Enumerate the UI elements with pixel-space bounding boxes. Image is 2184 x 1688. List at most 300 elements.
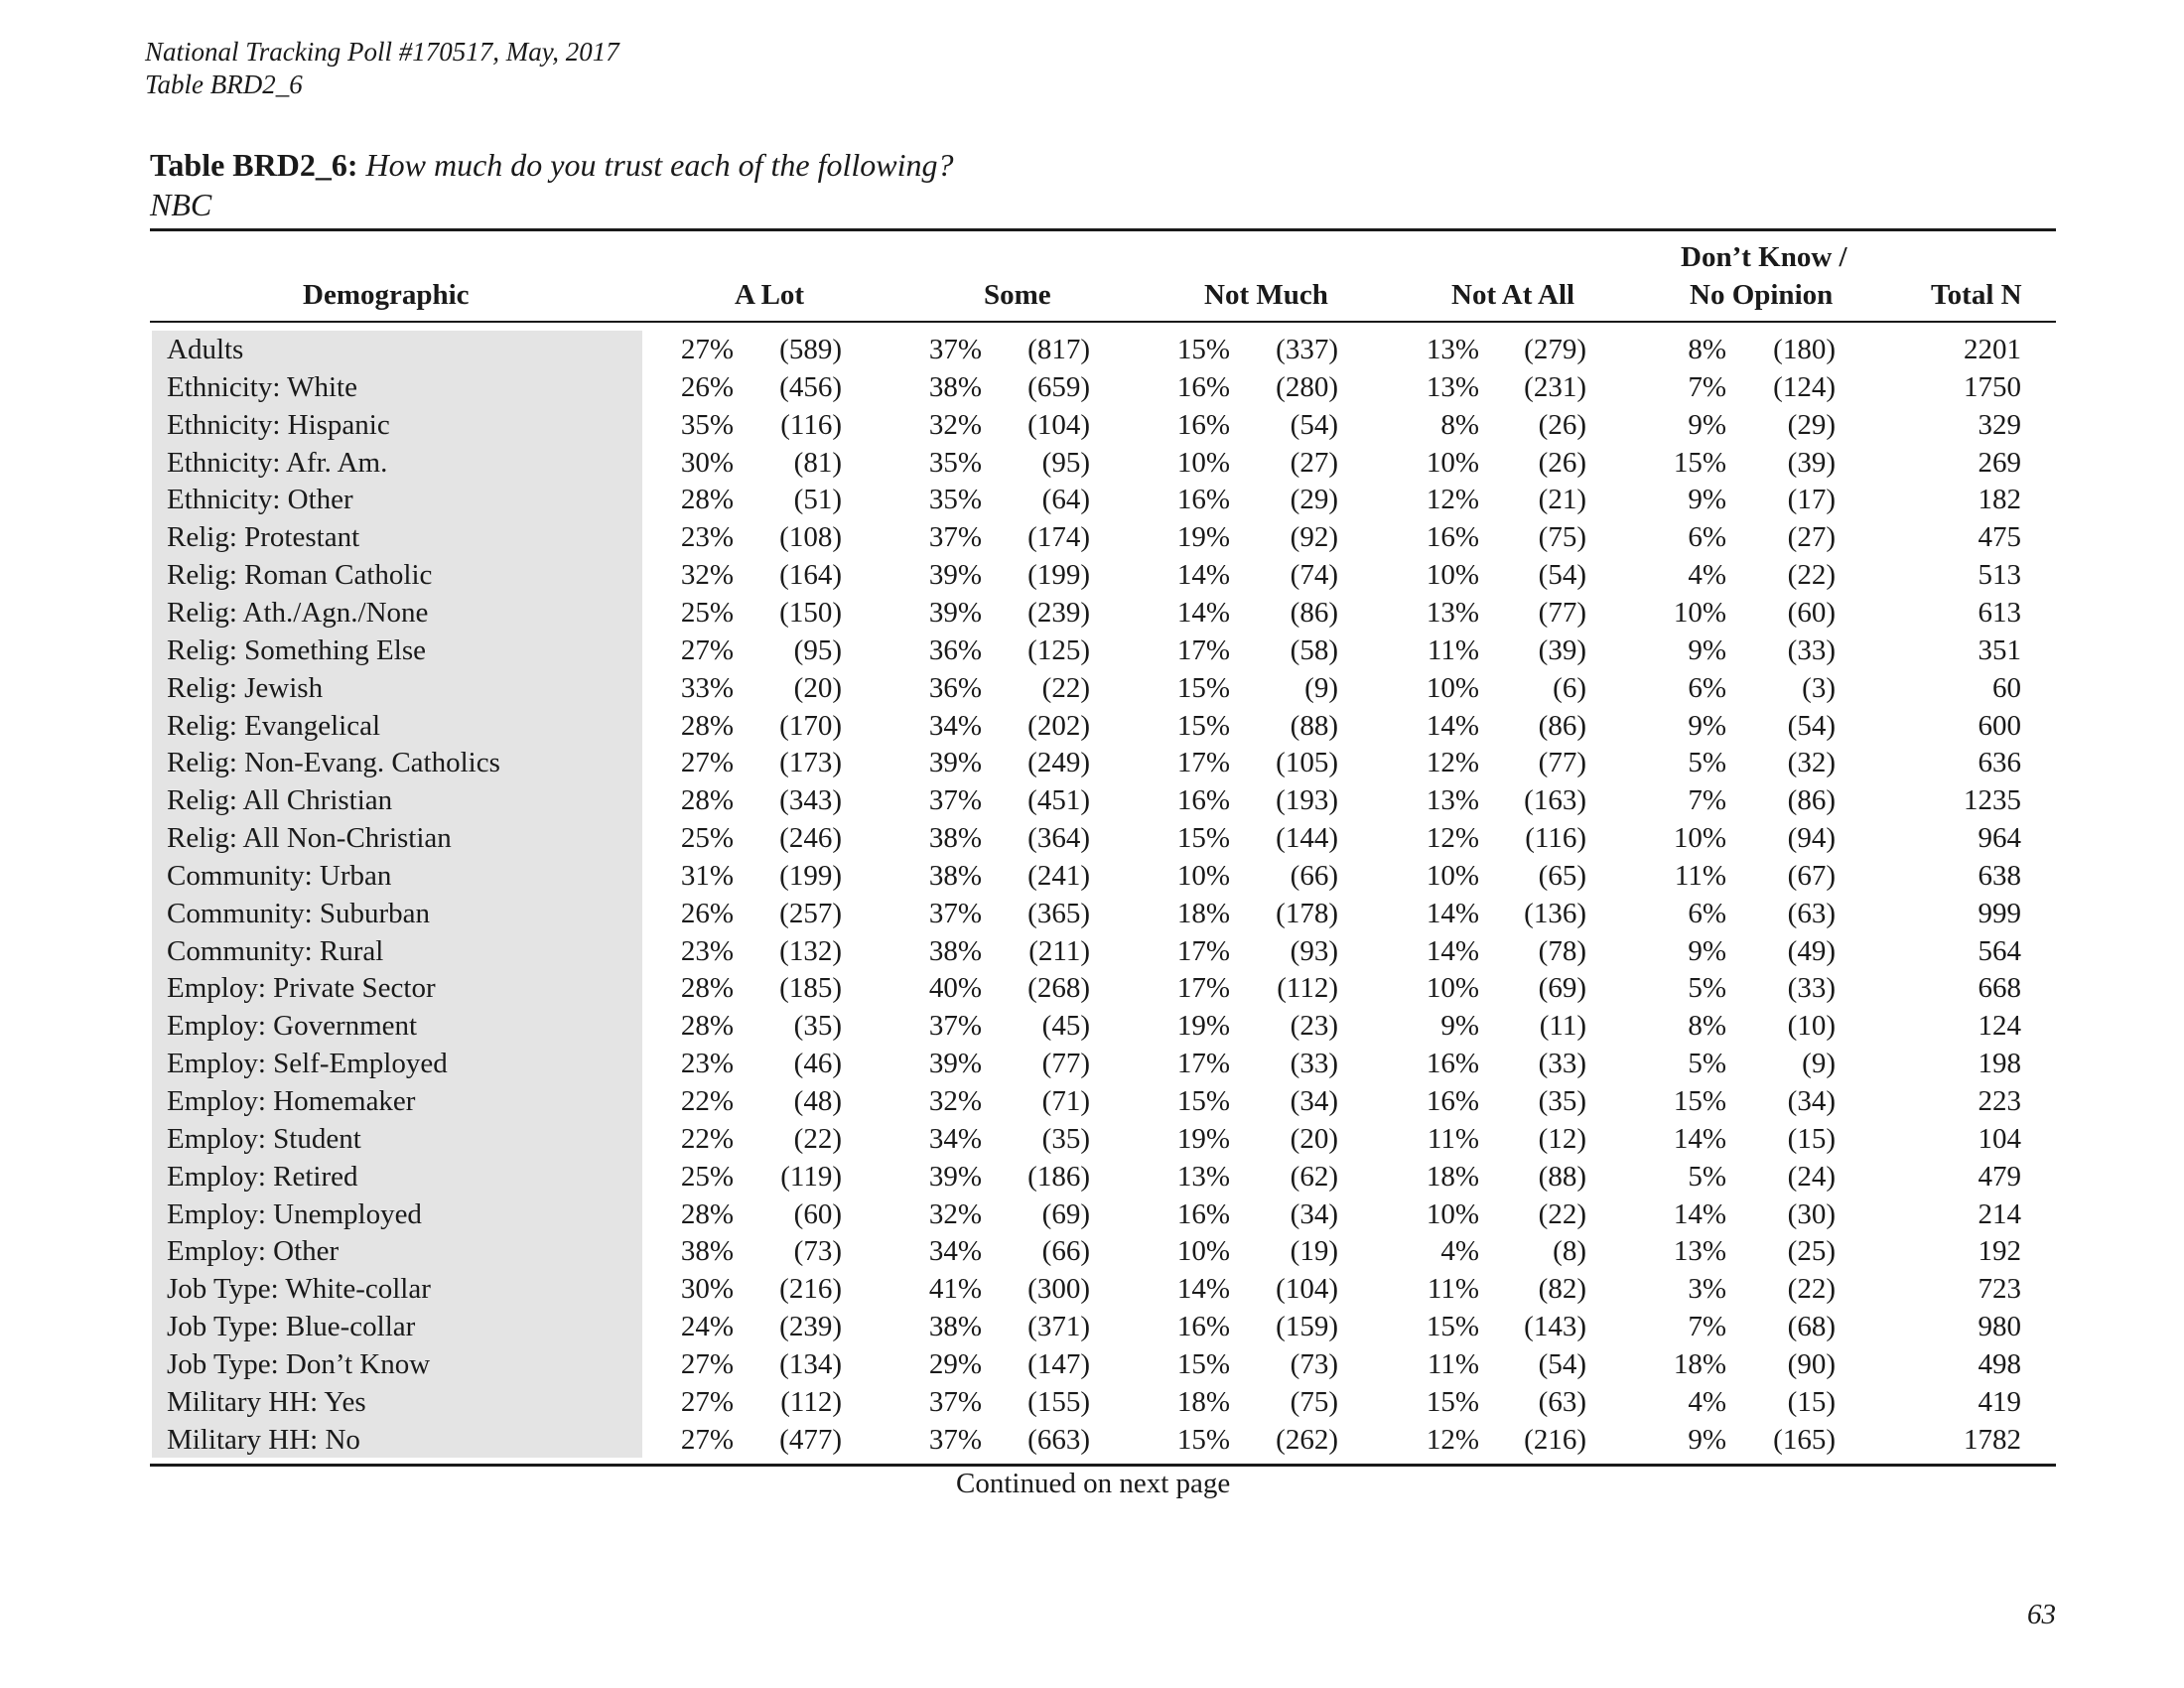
- row-label: Relig: Ath./Agn./None: [167, 596, 429, 629]
- cell-count: (216): [1524, 1423, 1586, 1456]
- cell-count: (69): [1538, 972, 1586, 1005]
- row-label: Community: Suburban: [167, 897, 431, 929]
- cell-percent: 15%: [1673, 1085, 1726, 1117]
- table-row: [0, 744, 2184, 781]
- cell-percent: 12%: [1426, 822, 1479, 855]
- cell-percent: 39%: [928, 596, 982, 629]
- cell-percent: 12%: [1426, 747, 1479, 779]
- table-id: Table BRD2_6: [145, 70, 303, 99]
- cell-count: (164): [779, 559, 842, 592]
- cell-total: 1235: [1964, 784, 2021, 817]
- cell-count: (33): [1787, 633, 1836, 666]
- cell-percent: 15%: [1176, 1347, 1230, 1380]
- cell-count: (186): [1027, 1160, 1090, 1193]
- cell-count: (25): [1787, 1235, 1836, 1268]
- cell-count: (22): [1538, 1197, 1586, 1230]
- cell-total: 479: [1978, 1160, 2021, 1193]
- cell-count: (165): [1773, 1423, 1836, 1456]
- cell-count: (163): [1524, 784, 1586, 817]
- cell-count: (136): [1524, 897, 1586, 929]
- cell-count: (73): [1290, 1347, 1338, 1380]
- cell-percent: 27%: [680, 1423, 734, 1456]
- table-row: [0, 1196, 2184, 1233]
- row-label: Job Type: Don’t Know: [167, 1347, 431, 1380]
- cell-percent: 36%: [928, 671, 982, 704]
- cell-count: (63): [1538, 1385, 1586, 1418]
- cell-count: (116): [780, 408, 842, 441]
- cell-percent: 23%: [680, 1048, 734, 1080]
- table-row: [0, 518, 2184, 556]
- cell-count: (144): [1276, 822, 1338, 855]
- cell-percent: 8%: [1688, 334, 1726, 365]
- cell-percent: 6%: [1688, 897, 1726, 929]
- cell-count: (11): [1539, 1010, 1586, 1043]
- cell-percent: 10%: [1426, 446, 1479, 479]
- cell-count: (74): [1290, 559, 1338, 592]
- cell-total: 60: [1992, 671, 2021, 704]
- cell-percent: 16%: [1426, 1085, 1479, 1117]
- cell-percent: 16%: [1176, 408, 1230, 441]
- cell-percent: 35%: [680, 408, 734, 441]
- table-row: [0, 594, 2184, 632]
- cell-percent: 27%: [680, 633, 734, 666]
- cell-percent: 13%: [1426, 784, 1479, 817]
- cell-count: (241): [1027, 859, 1090, 892]
- cell-percent: 9%: [1688, 709, 1726, 742]
- table-row: [0, 1232, 2184, 1270]
- table-subject: NBC: [150, 187, 212, 222]
- cell-total: 613: [1978, 596, 2021, 629]
- row-label: Military HH: Yes: [167, 1385, 366, 1418]
- cell-count: (65): [1538, 859, 1586, 892]
- cell-count: (69): [1041, 1197, 1090, 1230]
- cell-percent: 27%: [680, 747, 734, 779]
- cell-total: 269: [1978, 446, 2021, 479]
- cell-count: (26): [1538, 446, 1586, 479]
- cell-count: (19): [1290, 1235, 1338, 1268]
- cell-count: (77): [1538, 596, 1586, 629]
- cell-count: (54): [1538, 559, 1586, 592]
- cell-total: 638: [1978, 859, 2021, 892]
- cell-percent: 22%: [680, 1122, 734, 1155]
- cell-count: (343): [779, 784, 842, 817]
- cell-count: (21): [1538, 484, 1586, 516]
- col-total-n: Total N: [1931, 279, 2022, 311]
- cell-percent: 38%: [928, 934, 982, 967]
- cell-percent: 15%: [1176, 671, 1230, 704]
- table-row: [0, 707, 2184, 745]
- cell-percent: 19%: [1176, 1010, 1230, 1043]
- cell-count: (159): [1276, 1311, 1338, 1343]
- cell-percent: 23%: [680, 521, 734, 554]
- row-label: Relig: Something Else: [167, 633, 426, 666]
- cell-percent: 28%: [680, 784, 734, 817]
- cell-count: (22): [1041, 671, 1090, 704]
- cell-total: 329: [1978, 408, 2021, 441]
- cell-total: 964: [1978, 822, 2021, 855]
- cell-percent: 10%: [1426, 1197, 1479, 1230]
- table-row: [0, 932, 2184, 970]
- cell-count: (193): [1276, 784, 1338, 817]
- cell-total: 475: [1978, 521, 2021, 554]
- cell-percent: 14%: [1176, 596, 1230, 629]
- cell-count: (92): [1290, 521, 1338, 554]
- cell-count: (29): [1787, 408, 1836, 441]
- cell-percent: 38%: [928, 822, 982, 855]
- cell-count: (58): [1290, 633, 1338, 666]
- cell-percent: 18%: [1176, 897, 1230, 929]
- cell-percent: 26%: [680, 370, 734, 403]
- col-dont-know-line2: No Opinion: [1690, 279, 1834, 311]
- cell-percent: 11%: [1427, 1273, 1479, 1306]
- cell-percent: 36%: [928, 633, 982, 666]
- cell-percent: 27%: [680, 1385, 734, 1418]
- cell-count: (174): [1027, 521, 1090, 554]
- cell-count: (33): [1290, 1048, 1338, 1080]
- cell-percent: 8%: [1440, 408, 1479, 441]
- cell-total: 223: [1978, 1085, 2021, 1117]
- cell-count: (3): [1802, 671, 1836, 704]
- col-not-at-all: Not At All: [1451, 279, 1575, 311]
- cell-percent: 37%: [928, 1385, 982, 1418]
- cell-count: (132): [779, 934, 842, 967]
- table-question: How much do you trust each of the following?: [365, 147, 954, 183]
- cell-count: (63): [1787, 897, 1836, 929]
- table-row: [0, 406, 2184, 444]
- cell-percent: 26%: [680, 897, 734, 929]
- table-row: [0, 857, 2184, 895]
- cell-count: (125): [1027, 633, 1090, 666]
- cell-count: (86): [1290, 596, 1338, 629]
- cell-percent: 15%: [1673, 446, 1726, 479]
- cell-count: (155): [1027, 1385, 1090, 1418]
- cell-percent: 27%: [680, 334, 734, 365]
- table-row: [0, 1158, 2184, 1196]
- cell-percent: 6%: [1688, 671, 1726, 704]
- cell-percent: 7%: [1688, 370, 1726, 403]
- cell-count: (22): [1787, 559, 1836, 592]
- cell-percent: 28%: [680, 972, 734, 1005]
- cell-count: (199): [1027, 559, 1090, 592]
- cell-total: 1750: [1964, 370, 2021, 403]
- cell-percent: 13%: [1176, 1160, 1230, 1193]
- cell-percent: 5%: [1688, 1160, 1726, 1193]
- cell-percent: 12%: [1426, 1423, 1479, 1456]
- cell-percent: 7%: [1688, 1311, 1726, 1343]
- cell-percent: 14%: [1673, 1122, 1726, 1155]
- cell-percent: 27%: [680, 1347, 734, 1380]
- cell-percent: 32%: [680, 559, 734, 592]
- running-header: [145, 36, 619, 101]
- cell-percent: 9%: [1688, 1423, 1726, 1456]
- cell-count: (75): [1538, 521, 1586, 554]
- cell-count: (54): [1538, 1347, 1586, 1380]
- cell-count: (199): [779, 859, 842, 892]
- cell-percent: 23%: [680, 934, 734, 967]
- table-row: [0, 669, 2184, 707]
- cell-total: 498: [1978, 1347, 2021, 1380]
- table-row: [0, 1007, 2184, 1045]
- cell-percent: 4%: [1440, 1235, 1479, 1268]
- row-label: Relig: Evangelical: [167, 709, 381, 742]
- cell-total: 980: [1978, 1311, 2021, 1343]
- cell-percent: 38%: [680, 1235, 734, 1268]
- table-row: [0, 1045, 2184, 1082]
- cell-percent: 15%: [1176, 822, 1230, 855]
- cell-count: (35): [1041, 1122, 1090, 1155]
- table-title-label: Table BRD2_6:: [150, 147, 358, 183]
- poll-name: National Tracking Poll #170517, May, 2017: [145, 37, 619, 67]
- cell-percent: 28%: [680, 1197, 734, 1230]
- cell-percent: 14%: [1673, 1197, 1726, 1230]
- cell-count: (30): [1787, 1197, 1836, 1230]
- cell-percent: 17%: [1176, 934, 1230, 967]
- col-demographic: Demographic: [303, 279, 470, 311]
- cell-count: (8): [1553, 1235, 1586, 1268]
- cell-percent: 33%: [680, 671, 734, 704]
- cell-count: (32): [1787, 747, 1836, 779]
- cell-percent: 14%: [1176, 559, 1230, 592]
- cell-percent: 6%: [1688, 521, 1726, 554]
- row-label: Relig: Protestant: [167, 521, 360, 554]
- top-rule: [150, 228, 2056, 231]
- cell-percent: 10%: [1426, 972, 1479, 1005]
- table-row: [0, 1421, 2184, 1459]
- cell-count: (143): [1524, 1311, 1586, 1343]
- cell-percent: 10%: [1426, 859, 1479, 892]
- table-row: [0, 556, 2184, 594]
- cell-percent: 32%: [928, 1197, 982, 1230]
- cell-percent: 10%: [1176, 1235, 1230, 1268]
- cell-count: (477): [779, 1423, 842, 1456]
- table-row: [0, 969, 2184, 1007]
- table-row: [0, 444, 2184, 482]
- cell-percent: 8%: [1688, 1010, 1726, 1043]
- cell-percent: 25%: [680, 822, 734, 855]
- row-label: Ethnicity: Hispanic: [167, 408, 390, 441]
- cell-percent: 32%: [928, 1085, 982, 1117]
- cell-count: (116): [1525, 822, 1586, 855]
- col-some: Some: [984, 279, 1051, 311]
- cell-percent: 30%: [680, 446, 734, 479]
- cell-percent: 19%: [1176, 1122, 1230, 1155]
- cell-count: (202): [1027, 709, 1090, 742]
- cell-total: 564: [1978, 934, 2021, 967]
- cell-percent: 4%: [1688, 1385, 1726, 1418]
- cell-count: (81): [793, 446, 842, 479]
- cell-percent: 9%: [1688, 408, 1726, 441]
- cell-count: (75): [1290, 1385, 1338, 1418]
- cell-count: (93): [1290, 934, 1338, 967]
- cell-percent: 16%: [1176, 1311, 1230, 1343]
- row-label: Job Type: Blue-collar: [167, 1311, 416, 1343]
- cell-percent: 13%: [1426, 596, 1479, 629]
- cell-count: (104): [1276, 1273, 1338, 1306]
- table-row: [0, 481, 2184, 518]
- cell-count: (27): [1787, 521, 1836, 554]
- table-row: [0, 819, 2184, 857]
- cell-count: (10): [1787, 1010, 1836, 1043]
- col-dont-know-line1: Don’t Know /: [1681, 241, 1847, 273]
- cell-count: (34): [1290, 1085, 1338, 1117]
- cell-percent: 10%: [1426, 559, 1479, 592]
- table-row: [0, 895, 2184, 932]
- cell-count: (35): [1538, 1085, 1586, 1117]
- cell-percent: 28%: [680, 709, 734, 742]
- cell-percent: 14%: [1426, 897, 1479, 929]
- cell-count: (34): [1290, 1197, 1338, 1230]
- cell-total: 1782: [1964, 1423, 2021, 1456]
- cell-count: (6): [1553, 671, 1586, 704]
- row-label: Employ: Government: [167, 1010, 418, 1043]
- row-label: Employ: Self-Employed: [167, 1048, 448, 1080]
- cell-count: (262): [1276, 1423, 1338, 1456]
- cell-percent: 29%: [928, 1347, 982, 1380]
- header-rule: [150, 321, 2056, 323]
- cell-count: (95): [1041, 446, 1090, 479]
- cell-percent: 16%: [1426, 1048, 1479, 1080]
- continued-text: Continued on next page: [956, 1468, 1231, 1499]
- cell-count: (46): [793, 1048, 842, 1080]
- cell-count: (33): [1538, 1048, 1586, 1080]
- cell-total: 999: [1978, 897, 2021, 929]
- cell-percent: 4%: [1688, 559, 1726, 592]
- cell-percent: 34%: [928, 1122, 982, 1155]
- cell-percent: 38%: [928, 1311, 982, 1343]
- table-row: [0, 781, 2184, 819]
- cell-percent: 14%: [1426, 934, 1479, 967]
- cell-percent: 39%: [928, 747, 982, 779]
- cell-count: (60): [793, 1197, 842, 1230]
- cell-percent: 15%: [1426, 1385, 1479, 1418]
- cell-count: (17): [1787, 484, 1836, 516]
- cell-percent: 28%: [680, 1010, 734, 1043]
- cell-total: 182: [1978, 484, 2021, 516]
- cell-percent: 35%: [928, 484, 982, 516]
- cell-count: (82): [1538, 1273, 1586, 1306]
- cell-count: (249): [1027, 747, 1090, 779]
- row-label: Ethnicity: Afr. Am.: [167, 446, 388, 479]
- cell-count: (22): [793, 1122, 842, 1155]
- cell-percent: 39%: [928, 1160, 982, 1193]
- cell-total: 198: [1978, 1048, 2021, 1080]
- cell-count: (77): [1041, 1048, 1090, 1080]
- row-label: Employ: Unemployed: [167, 1197, 422, 1230]
- row-label: Community: Urban: [167, 859, 392, 892]
- cell-percent: 18%: [1673, 1347, 1726, 1380]
- cell-percent: 25%: [680, 596, 734, 629]
- cell-count: (239): [1027, 596, 1090, 629]
- cell-percent: 34%: [928, 1235, 982, 1268]
- cell-percent: 15%: [1176, 334, 1230, 365]
- cell-total: 513: [1978, 559, 2021, 592]
- cell-percent: 19%: [1176, 521, 1230, 554]
- cell-count: (45): [1041, 1010, 1090, 1043]
- row-label: Adults: [167, 334, 244, 365]
- row-label: Employ: Homemaker: [167, 1085, 416, 1117]
- cell-count: (170): [779, 709, 842, 742]
- cell-count: (180): [1773, 334, 1836, 365]
- cell-count: (659): [1027, 370, 1090, 403]
- cell-count: (150): [779, 596, 842, 629]
- cell-percent: 37%: [928, 897, 982, 929]
- cell-count: (33): [1787, 972, 1836, 1005]
- row-label: Relig: All Christian: [167, 784, 393, 817]
- cell-percent: 10%: [1176, 859, 1230, 892]
- cell-percent: 5%: [1688, 972, 1726, 1005]
- row-label: Ethnicity: Other: [167, 484, 353, 516]
- cell-count: (663): [1027, 1423, 1090, 1456]
- cell-count: (112): [780, 1385, 842, 1418]
- row-label: Employ: Student: [167, 1122, 361, 1155]
- cell-percent: 34%: [928, 709, 982, 742]
- cell-count: (300): [1027, 1273, 1090, 1306]
- cell-percent: 39%: [928, 1048, 982, 1080]
- cell-percent: 38%: [928, 370, 982, 403]
- cell-total: 419: [1978, 1385, 2021, 1418]
- cell-count: (239): [779, 1311, 842, 1343]
- cell-count: (26): [1538, 408, 1586, 441]
- cell-count: (451): [1027, 784, 1090, 817]
- cell-total: 192: [1978, 1235, 2021, 1268]
- cell-total: 2201: [1964, 334, 2021, 365]
- cell-count: (86): [1538, 709, 1586, 742]
- cell-percent: 17%: [1176, 972, 1230, 1005]
- cell-percent: 15%: [1176, 1423, 1230, 1456]
- cell-count: (62): [1290, 1160, 1338, 1193]
- cell-count: (66): [1290, 859, 1338, 892]
- cell-percent: 37%: [928, 1423, 982, 1456]
- cell-percent: 10%: [1176, 446, 1230, 479]
- cell-count: (95): [793, 633, 842, 666]
- cell-total: 214: [1978, 1197, 2021, 1230]
- cell-percent: 30%: [680, 1273, 734, 1306]
- cell-percent: 10%: [1673, 822, 1726, 855]
- cell-count: (23): [1290, 1010, 1338, 1043]
- cell-count: (257): [779, 897, 842, 929]
- cell-count: (112): [1277, 972, 1338, 1005]
- cell-count: (104): [1027, 408, 1090, 441]
- row-label: Employ: Other: [167, 1235, 340, 1268]
- cell-count: (39): [1538, 633, 1586, 666]
- cell-percent: 35%: [928, 446, 982, 479]
- cell-count: (12): [1538, 1122, 1586, 1155]
- col-a-lot: A Lot: [735, 279, 805, 311]
- cell-total: 668: [1978, 972, 2021, 1005]
- row-label: Employ: Retired: [167, 1160, 358, 1193]
- cell-percent: 15%: [1426, 1311, 1479, 1343]
- cell-count: (51): [793, 484, 842, 516]
- cell-total: 351: [1978, 633, 2021, 666]
- cell-count: (365): [1027, 897, 1090, 929]
- cell-percent: 17%: [1176, 1048, 1230, 1080]
- cell-count: (371): [1027, 1311, 1090, 1343]
- cell-percent: 3%: [1688, 1273, 1726, 1306]
- cell-count: (124): [1773, 370, 1836, 403]
- cell-percent: 9%: [1440, 1010, 1479, 1043]
- cell-percent: 37%: [928, 521, 982, 554]
- cell-percent: 22%: [680, 1085, 734, 1117]
- cell-percent: 39%: [928, 559, 982, 592]
- row-label: Relig: Roman Catholic: [167, 559, 433, 592]
- table-row: [0, 1120, 2184, 1158]
- cell-count: (66): [1041, 1235, 1090, 1268]
- cell-count: (29): [1290, 484, 1338, 516]
- cell-count: (78): [1538, 934, 1586, 967]
- cell-percent: 37%: [928, 784, 982, 817]
- cell-percent: 16%: [1426, 521, 1479, 554]
- cell-count: (268): [1027, 972, 1090, 1005]
